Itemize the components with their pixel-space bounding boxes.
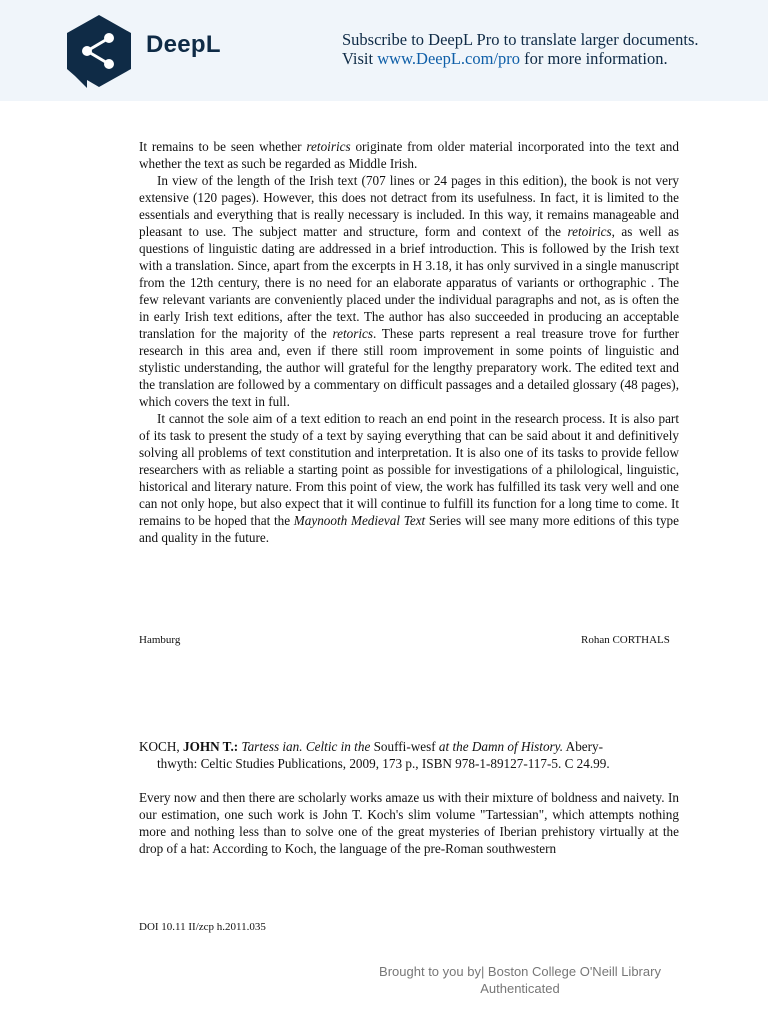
doi-label: DOI 10.11 II/zcp h.2011.035 [139,921,266,933]
italic-term: retoirics [306,139,351,154]
promo-line-1: Subscribe to DeepL Pro to translate larger documents. [342,30,699,49]
deepl-share-logo-icon[interactable] [65,14,133,88]
text-span: It cannot the sole aim of a text edition to reach an end point in the research process. It is also part of its task to present the study of a text by saying everything that can be said about it and definitively solving all problems of text constitution and interpretation. It is also one of its tasks to provide fellow researchers with as reliable a starting point as possible for investigations of a philological, linguistic, historical and literary nature. From this point of view, the work has fulfilled its task very well and one can not only hope, but also expect that it will continue to fulfill its function for a long time to come. It remains to be hoped that the [139,411,679,528]
title-italic: Tartess ian. Celtic in the [238,739,371,754]
review-paragraph: Every now and then there are scholarly works amaze us with their mixture of boldness and naivety. In our estimation, one such work is John T. Koch's slim volume "Tartessian", which attempts nothing more and nothing less than to solve one of the great mysteries of Iberian prehistory virtually at the drop of a hat: According to Koch, the language of the pre-Roman southwestern [139,790,679,856]
author-firstname: JOHN T.: [182,739,239,754]
citation-line-2: thwyth: Celtic Studies Publications, 2009, 173 p., ISBN 978-1-89127-117-5. C 24.99. [157,756,610,771]
text-span: Series will see many more editions of this type and quality in the future. [139,513,680,545]
promo-suffix: for more information. [520,49,668,68]
text-span: It remains to be seen whether [139,139,307,154]
footer-line-2: Authenticated [480,981,560,996]
italic-series-title: Maynooth Medieval Text [293,513,426,528]
paragraph-1 [139,138,679,172]
paragraph-2 [139,172,679,410]
publisher-text: Abery- [563,739,604,754]
deepl-banner [0,0,768,101]
promo-text [342,30,752,68]
paragraph-3 [139,410,679,546]
brand-name[interactable]: DeepL [146,31,221,58]
citation-line-1 [139,738,679,755]
promo-prefix: Visit [342,49,378,68]
title-italic: at the Damn of History. [435,739,564,754]
italic-term: retorics [332,326,373,341]
text-span: originate from older material incorporated into the text and whether the text as such be regarded as Middle Irish. [139,139,679,171]
access-footer [340,963,700,997]
footer-line-1: Brought to you by| Boston College O'Neill Library [379,964,661,979]
italic-term: retoirics [567,224,612,239]
author-surname: KOCH, [139,739,183,754]
review-citation [139,738,679,772]
text-span: , as well as questions of linguistic dating are addressed in a brief introduction. This is followed by the Irish text with a translation. Since, apart from the excerpts in H 3.18, it has only survived in a single manuscript from the 12th century, there is no need for an elaborate apparatus of variants or orthographic . The few relevant variants are conveniently placed under the individual paragraphs and not, as is often the in early Irish text editions, after the text. The author has also succeeded in producing an acceptable translation for the majority of the [139,224,679,341]
promo-line-2 [342,49,752,68]
signature-place: Hamburg [139,634,181,646]
text-span: . These parts represent a real treasure trove for further research in this area and, even if there still room improvement in some points of linguistic and stylistic understanding, the author will grateful for the lengthy preparatory work. The edited text and the translation are followed by a commentary on difficult passages and a detailed glossary (48 pages), which covers the text in full. [139,326,679,409]
article-body [139,138,679,546]
deepl-pro-link[interactable]: www.DeepL.com/pro [377,49,521,68]
text-span: In view of the length of the Irish text (707 lines or 24 pages in this edition), the book is not very extensive (120 pages). However, this does not detract from its usefulness. In fact, it is limited to the essentials and everything that is really necessary is included. In this way, it remains manageable and pleasant to use. The subject matter and structure, form and context of the [139,173,679,239]
signature-author: Rohan CORTHALS [581,634,670,646]
title-plain: Souffi-wesf [370,739,436,754]
